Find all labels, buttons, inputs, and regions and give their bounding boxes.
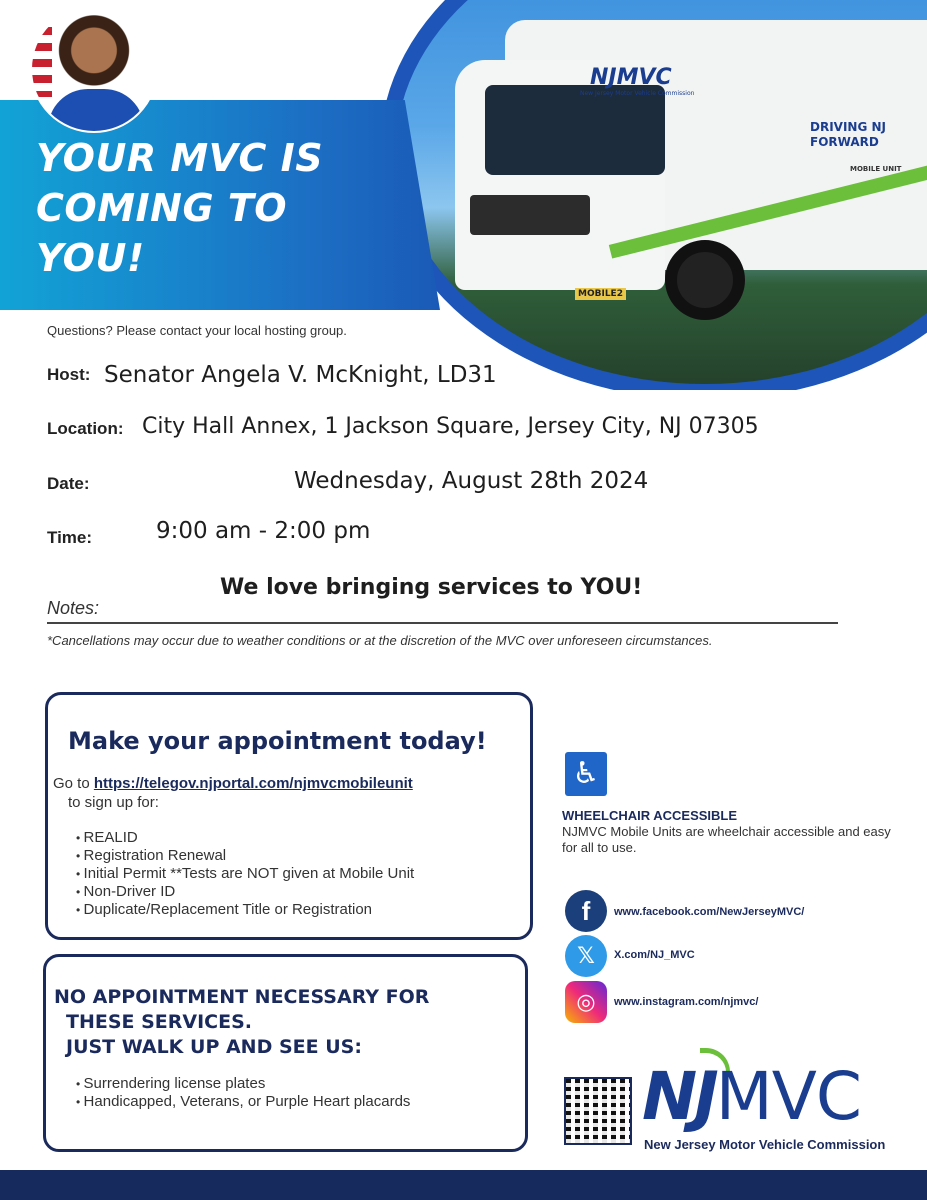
truck-unit-label: MOBILE UNIT <box>850 165 902 173</box>
facebook-icon[interactable]: f <box>565 890 607 932</box>
host-value: Senator Angela V. McKnight, LD31 <box>104 362 497 388</box>
instagram-icon[interactable]: ◎ <box>565 981 607 1023</box>
list-item: • Surrendering license plates <box>76 1075 410 1093</box>
x-icon[interactable]: 𝕏 <box>565 935 607 977</box>
appointment-services-list <box>76 829 414 919</box>
list-item: • REALID <box>76 829 414 847</box>
location-value: City Hall Annex, 1 Jackson Square, Jersey City, NJ 07305 <box>142 414 759 439</box>
truck-brand: NJMVC <box>590 65 672 90</box>
cancellation-disclaimer: *Cancellations may occur due to weather conditions or at the discretion of the MVC over unforeseen circumstances. <box>47 633 713 648</box>
appointment-goto <box>53 775 413 792</box>
footer-bar <box>0 1170 927 1200</box>
list-item: • Handicapped, Veterans, or Purple Heart placards <box>76 1093 410 1111</box>
truck-brand-sub: New Jersey Motor Vehicle Commission <box>580 90 695 97</box>
instagram-link[interactable]: www.instagram.com/njmvc/ <box>614 996 759 1008</box>
qr-code[interactable] <box>564 1077 632 1145</box>
walkup-title <box>54 985 429 1060</box>
appointment-link[interactable]: https://telegov.njportal.com/njmvcmobileunit <box>93 775 413 792</box>
portrait-suit <box>48 89 144 133</box>
x-link[interactable]: X.com/NJ_MVC <box>614 949 695 961</box>
time-label: Time: <box>47 528 93 547</box>
date-label: Date: <box>47 474 90 493</box>
list-item: • Initial Permit **Tests are NOT given at Mobile Unit <box>76 865 414 883</box>
slogan: We love bringing services to YOU! <box>220 575 643 600</box>
list-item: • Non-Driver ID <box>76 883 414 901</box>
logo-subtitle: New Jersey Motor Vehicle Commission <box>644 1137 886 1152</box>
walkup-title-line2: THESE SERVICES. <box>66 1011 253 1033</box>
logo-mvc: MVC <box>715 1058 861 1135</box>
walkup-title-line1: NO APPOINTMENT NECESSARY FOR <box>54 986 430 1008</box>
walkup-services-list <box>76 1075 410 1111</box>
notes-divider <box>47 622 838 624</box>
american-flag-icon <box>32 27 52 97</box>
contact-note: Questions? Please contact your local hosting group. <box>47 323 347 338</box>
time-value: 9:00 am - 2:00 pm <box>156 518 371 544</box>
host-label: Host: <box>47 365 91 384</box>
hero-blue-ring <box>380 0 927 390</box>
truck-license-plate: MOBILE2 <box>575 288 626 300</box>
logo-nj: NJ <box>642 1058 716 1135</box>
signup-text: to sign up for: <box>68 794 159 811</box>
list-item: • Registration Renewal <box>76 847 414 865</box>
wheelchair-title: WHEELCHAIR ACCESSIBLE <box>562 808 738 823</box>
njmvc-logo <box>642 1058 861 1135</box>
truck-slogan: DRIVING NJ FORWARD <box>810 120 886 149</box>
hero-title: YOUR MVC IS COMING TO YOU! <box>36 136 324 280</box>
wheelchair-icon: ♿ <box>565 752 607 796</box>
location-label: Location: <box>47 419 124 438</box>
goto-label: Go to <box>53 775 90 792</box>
appointment-box <box>45 692 533 940</box>
wheelchair-text: NJMVC Mobile Units are wheelchair accessible and easy for all to use. <box>562 824 891 855</box>
list-item: • Duplicate/Replacement Title or Registration <box>76 901 414 919</box>
appointment-title: Make your appointment today! <box>68 727 487 755</box>
senator-portrait <box>30 5 158 133</box>
facebook-link[interactable]: www.facebook.com/NewJerseyMVC/ <box>614 906 805 918</box>
date-value: Wednesday, August 28th 2024 <box>294 468 649 494</box>
walkup-title-line3: JUST WALK UP AND SEE US: <box>66 1036 362 1058</box>
notes-label: Notes: <box>47 598 100 618</box>
walkup-box <box>43 954 528 1152</box>
